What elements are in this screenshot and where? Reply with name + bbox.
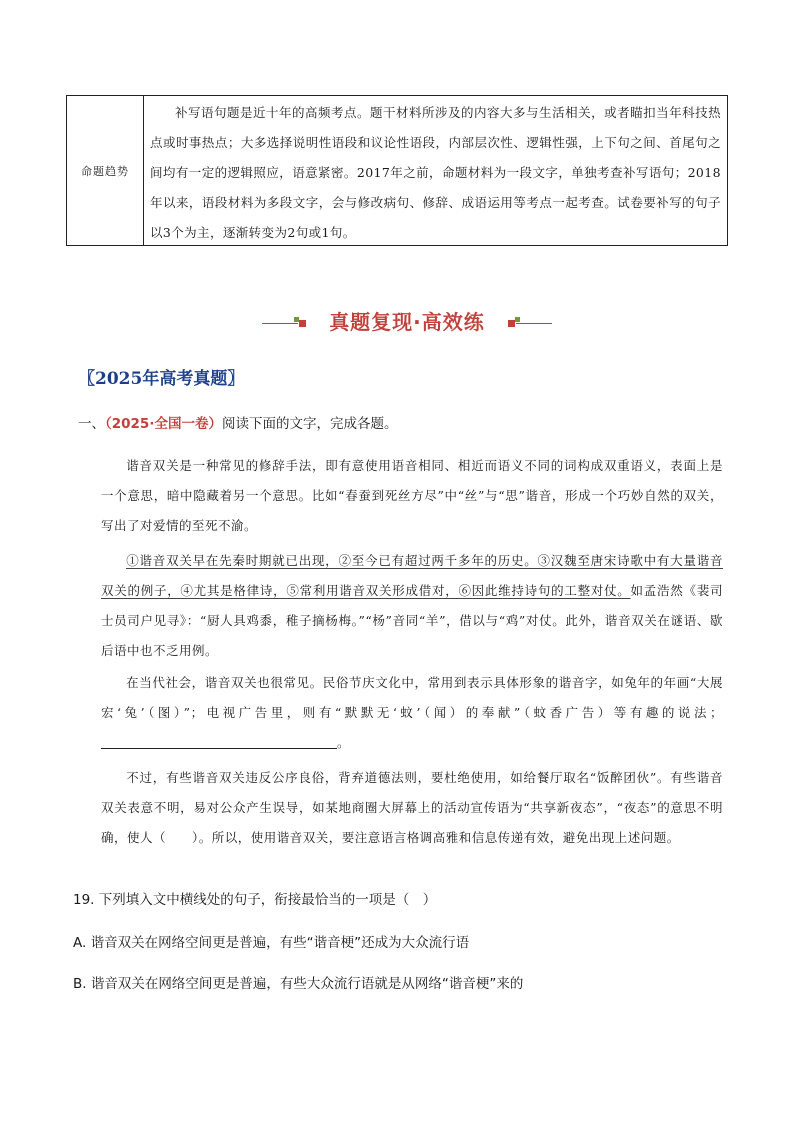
paragraph-text: 不过，有些谐音双关违反公序良俗，背弃道德法则，要杜绝使用，如给餐厅取名“饭醉团伙”。有些谐音双关表意不明，易对公众产生误导，如某地商圈大屏幕上的活动宣传语为“共享新夜态”，“夜态”的意思不明确，使人（ ）。所以，使用谐音双关，要注意语言格调高雅和信息传递有效，避免出现上述问题。 <box>101 770 723 845</box>
question-instruction: 阅读下面的文字，完成各题。 <box>221 416 398 432</box>
banner-right-line <box>516 323 552 324</box>
trend-label: 命题趋势 <box>67 96 144 245</box>
paragraph-text: 在当代社会，谐音双关也很常见。民俗节庆文化中，常用到表示具体形象的谐音字，如兔年的年画“大展宏‘兔’（图）”；电视广告里，则有“默默无‘蚊’（闻）的奉献”（蚊香广告）等有趣的说法； <box>101 675 723 720</box>
banner-decor-square-icon <box>299 320 306 327</box>
fill-in-blank[interactable] <box>101 734 337 749</box>
trend-text: 补写语句题是近十年的高频考点。题干材料所涉及的内容大多与生活相关，或者瞄扣当年科技热点或时事热点；大多选择说明性语段和议论性语段，内部层次性、逻辑性强，上下句之间、首尾句之间均有一定的逻辑照应，语意紧密。2017年之前，命题材料为一段文字，单独考查补写语句；2018年以来，语段材料为多段文字，会与修改病句、修辞、成语运用等考点一起考查。试卷要补写的句子以3个为主，逐渐转变为2句或1句。 <box>150 105 721 240</box>
paragraph-text-end: 。 <box>337 735 351 750</box>
passage-paragraph-1 <box>101 451 723 541</box>
question-intro <box>78 412 397 432</box>
passage-paragraph-3 <box>101 668 723 758</box>
question-number: 一、 <box>78 416 105 432</box>
option-a[interactable]: A. 谐音双关在网络空间更是普遍，有些“谐音梗”还成为大众流行语 <box>73 935 470 951</box>
banner-decor-square-icon <box>515 317 520 322</box>
question-19-stem: 19. 下列填入文中横线处的句子，衔接最恰当的一项是（ ） <box>73 892 437 908</box>
trend-table <box>66 95 728 246</box>
banner-left-line <box>262 323 298 324</box>
banner-decor-square-icon <box>508 320 515 327</box>
passage-paragraph-2 <box>101 546 723 666</box>
option-b[interactable]: B. 谐音双关在网络空间更是普遍，有些大众流行语就是从网络“谐音梗”来的 <box>73 976 524 992</box>
question-source: （2025·全国一卷） <box>105 416 222 432</box>
banner-title: 真题复现·高效练 <box>329 309 485 334</box>
section-banner <box>262 300 552 340</box>
paragraph-text: 谐音双关是一种常见的修辞手法，即有意使用语音相同、相近而语义不同的词构成双重语义，表面上是一个意思，暗中隐藏着另一个意思。比如“春蚕到死丝方尽”中“丝”与“思”谐音，形成一个巧妙自然的双关，写出了对爱情的至死不渝。 <box>101 458 723 533</box>
sub-heading: 〖2025年高考真题〗 <box>78 369 245 389</box>
passage-paragraph-4 <box>101 763 723 853</box>
underlined-sentences: ①谐音双关早在先秦时期就已出现，②至今已有超过两千多年的历史。③汉魏至唐宋诗歌中有大量谐音双关的例子，④尤其是格律诗，⑤常利用谐音双关形成借对，⑥因此维持诗句的工整对仗。 <box>101 553 723 598</box>
paragraph-text: 如孟浩然《裴司士员司户见寻》：“厨人具鸡黍，稚子摘杨梅。”“杨”音同“羊”，借以与“鸡”对仗。此外，谐音双关在谜语、歇后语中也不乏用例。 <box>101 583 723 658</box>
